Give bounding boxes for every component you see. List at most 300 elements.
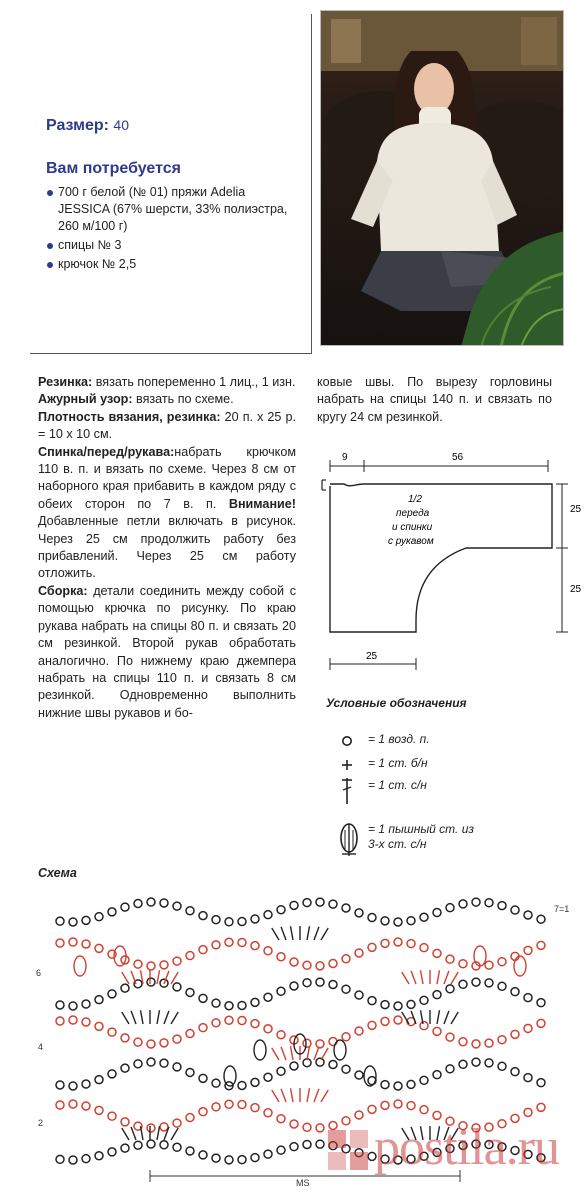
double-crochet-mark bbox=[157, 970, 160, 984]
double-crochet-mark bbox=[321, 1090, 328, 1102]
chain-stitch-mark bbox=[368, 997, 376, 1005]
chain-stitch-mark bbox=[511, 988, 519, 996]
dim-top-right: 56 bbox=[452, 452, 464, 463]
chain-stitch-mark bbox=[212, 1079, 220, 1087]
chain-stitch-mark bbox=[147, 978, 155, 986]
rib-paragraph bbox=[38, 374, 296, 391]
chain-stitch-mark bbox=[498, 982, 506, 990]
chain-stitch-mark bbox=[342, 904, 350, 912]
chain-stitch-mark bbox=[329, 900, 337, 908]
puff-stitch-mark bbox=[364, 1066, 376, 1086]
chain-stitch-mark bbox=[69, 1100, 77, 1108]
chain-stitch-mark bbox=[56, 917, 64, 925]
chain-stitch-mark bbox=[56, 1155, 64, 1163]
chain-stitch-mark bbox=[537, 1019, 545, 1027]
chain-stitch-mark bbox=[342, 985, 350, 993]
size-value: 40 bbox=[113, 117, 129, 133]
chain-stitch-mark bbox=[446, 904, 454, 912]
chain-stitch-mark bbox=[537, 915, 545, 923]
chain-stitch-mark bbox=[355, 991, 363, 999]
chain-stitch-mark bbox=[186, 952, 194, 960]
chain-stitch-mark bbox=[407, 917, 415, 925]
chain-stitch-mark bbox=[277, 1146, 285, 1154]
chain-stitch-mark bbox=[316, 898, 324, 906]
double-crochet-mark bbox=[307, 1046, 310, 1060]
legend-text: = 1 ст. с/н bbox=[368, 778, 427, 792]
gauge-paragraph bbox=[38, 409, 296, 444]
scheme-row-label: 2 bbox=[38, 1118, 44, 1128]
chain-stitch-mark bbox=[108, 908, 116, 916]
chain-stitch-mark bbox=[407, 1102, 415, 1110]
chain-stitch-mark bbox=[238, 939, 246, 947]
chain-stitch-mark bbox=[537, 999, 545, 1007]
chain-stitch-mark bbox=[381, 1081, 389, 1089]
double-crochet-mark bbox=[131, 971, 136, 984]
piece-label-line: с рукавом bbox=[388, 536, 434, 547]
materials-title: Вам потребуется bbox=[46, 160, 181, 177]
chain-stitch-mark bbox=[329, 1061, 337, 1069]
chain-stitch-mark bbox=[537, 1103, 545, 1111]
chain-stitch-mark bbox=[316, 1058, 324, 1066]
double-crochet-mark bbox=[131, 1011, 136, 1024]
chain-stitch-mark bbox=[251, 1078, 259, 1086]
instructions-left bbox=[38, 374, 296, 722]
chain-stitch-mark bbox=[394, 1082, 402, 1090]
chain-stitch-mark bbox=[238, 1101, 246, 1109]
chain-stitch-mark bbox=[238, 1156, 246, 1164]
chain-stitch-mark bbox=[433, 909, 441, 917]
body-text-1: набрать крючком 110 в. п. и вязать по схеме. Через 8 см от наборного края прибавить в каждом ряду с обеих сторон по 7 в. п. bbox=[38, 444, 296, 511]
double-crochet-mark bbox=[272, 1090, 279, 1102]
chain-stitch-mark bbox=[277, 1067, 285, 1075]
chain-stitch-mark bbox=[95, 1152, 103, 1160]
chain-stitch-mark bbox=[264, 1025, 272, 1033]
chain-stitch-mark bbox=[524, 946, 532, 954]
chain-stitch-mark bbox=[238, 1017, 246, 1025]
chain-stitch-mark bbox=[82, 1000, 90, 1008]
chain-stitch-mark bbox=[420, 1076, 428, 1084]
chain-stitch-mark bbox=[407, 1080, 415, 1088]
double-crochet-mark bbox=[281, 927, 286, 940]
gauge-text: 20 п. х 25 р. = 10 х 10 см. bbox=[38, 409, 296, 442]
chain-stitch-mark bbox=[459, 960, 467, 968]
chain-stitch-mark bbox=[472, 1058, 480, 1066]
chain-stitch-mark bbox=[199, 946, 207, 954]
puff-stitch-mark bbox=[514, 956, 526, 976]
piece-label-line: и спинки bbox=[392, 522, 433, 533]
chain-stitch-mark bbox=[394, 1002, 402, 1010]
instructions-right: ковые швы. По вырезу горловины набрать на спицы 140 п. и связать по кругу 24 см резинкой. bbox=[317, 375, 552, 424]
chain-stitch-mark bbox=[56, 1101, 64, 1109]
chain-stitch-mark bbox=[56, 1081, 64, 1089]
double-crochet-mark bbox=[140, 1010, 143, 1024]
chain-stitch-mark bbox=[264, 1150, 272, 1158]
chain-stitch-mark bbox=[108, 1028, 116, 1036]
materials-list bbox=[46, 184, 296, 275]
chain-stitch-mark bbox=[56, 1017, 64, 1025]
chain-stitch-mark bbox=[498, 1062, 506, 1070]
chain-stitch-mark bbox=[264, 947, 272, 955]
chain-stitch-mark bbox=[121, 1034, 129, 1042]
chain-stitch-mark bbox=[160, 961, 168, 969]
chain-stitch-mark bbox=[342, 1065, 350, 1073]
assembly-label: Сборка: bbox=[38, 583, 88, 598]
chain-stitch-mark bbox=[147, 1040, 155, 1048]
chain-stitch-mark bbox=[485, 961, 493, 969]
chain-stitch-mark bbox=[199, 1074, 207, 1082]
chain-stitch-mark bbox=[186, 1068, 194, 1076]
chain-stitch-mark bbox=[394, 938, 402, 946]
chain-stitch-mark bbox=[251, 942, 259, 950]
puff-stitch-mark bbox=[474, 946, 486, 966]
chain-stitch-mark bbox=[95, 1022, 103, 1030]
chain-stitch-mark bbox=[498, 1036, 506, 1044]
model-photo-illustration bbox=[321, 11, 564, 346]
dim-bottom: 25 bbox=[366, 651, 378, 662]
chain-stitch-mark bbox=[199, 1151, 207, 1159]
chain-stitch-mark bbox=[342, 955, 350, 963]
scheme-row-label: 4 bbox=[38, 1042, 44, 1052]
chain-stitch-mark bbox=[485, 899, 493, 907]
chain-stitch-mark bbox=[459, 1038, 467, 1046]
double-crochet-mark bbox=[451, 972, 458, 984]
chain-stitch-mark bbox=[108, 1070, 116, 1078]
chain-stitch-mark bbox=[485, 979, 493, 987]
chain-stitch-mark bbox=[446, 955, 454, 963]
double-crochet-mark bbox=[314, 1089, 319, 1102]
chain-stitch-mark bbox=[82, 1018, 90, 1026]
chain-stitch-mark bbox=[82, 1080, 90, 1088]
chain-stitch-mark bbox=[303, 899, 311, 907]
chain-stitch-mark bbox=[381, 917, 389, 925]
chain-stitch-mark bbox=[56, 939, 64, 947]
rib-text: вязать попеременно 1 лиц., 1 изн. bbox=[92, 375, 296, 389]
chain-stitch-mark bbox=[290, 1120, 298, 1128]
double-crochet-mark bbox=[444, 971, 449, 984]
puff-stitch-mark bbox=[74, 956, 86, 976]
chain-stitch-mark bbox=[238, 918, 246, 926]
chain-stitch-mark bbox=[134, 1060, 142, 1068]
chain-stitch-mark bbox=[186, 1114, 194, 1122]
chain-stitch-mark bbox=[199, 1108, 207, 1116]
puff-stitch-mark bbox=[254, 1040, 266, 1060]
chain-stitch-mark bbox=[251, 1154, 259, 1162]
legend-text: = 1 возд. п. bbox=[368, 732, 430, 746]
double-crochet-mark bbox=[307, 926, 310, 940]
double-crochet-mark bbox=[171, 1012, 178, 1024]
chain-stitch-mark bbox=[147, 962, 155, 970]
puff-stitch-mark bbox=[334, 1040, 346, 1060]
double-crochet-mark bbox=[420, 970, 423, 984]
chain-stitch-mark bbox=[485, 1039, 493, 1047]
lace-text: вязать по схеме. bbox=[132, 392, 234, 407]
double-crochet-mark bbox=[272, 1048, 279, 1060]
chain-stitch-mark bbox=[303, 961, 311, 969]
chain-stitch-mark bbox=[95, 1076, 103, 1084]
chain-stitch-mark bbox=[303, 1140, 311, 1148]
chain-stitch-mark bbox=[69, 938, 77, 946]
chain-stitch-mark bbox=[212, 1154, 220, 1162]
chain-stitch-mark bbox=[381, 939, 389, 947]
chain-stitch-mark bbox=[69, 1156, 77, 1164]
chain-stitch-mark bbox=[173, 983, 181, 991]
legend-text: = 1 пышный ст. из 3-х ст. с/н bbox=[368, 822, 474, 851]
rib-label: Резинка: bbox=[38, 375, 93, 389]
chain-stitch-mark bbox=[381, 1017, 389, 1025]
chain-stitch-mark bbox=[69, 1082, 77, 1090]
chain-stitch-mark bbox=[537, 941, 545, 949]
chain-stitch-mark bbox=[173, 1143, 181, 1151]
dim-right-lower: 25 bbox=[570, 584, 582, 595]
double-crochet-mark bbox=[171, 1128, 178, 1140]
chain-stitch-mark bbox=[264, 1073, 272, 1081]
chain-stitch-mark bbox=[121, 1144, 129, 1152]
watermark bbox=[322, 1112, 586, 1198]
chain-stitch-mark bbox=[290, 1062, 298, 1070]
chain-stitch-mark bbox=[303, 1123, 311, 1131]
chain-stitch-mark bbox=[82, 1155, 90, 1163]
chain-stitch-mark bbox=[433, 949, 441, 957]
chain-stitch-mark bbox=[407, 1000, 415, 1008]
chain-stitch-mark bbox=[316, 962, 324, 970]
chain-stitch-mark bbox=[277, 1115, 285, 1123]
chain-stitch-mark bbox=[225, 938, 233, 946]
chain-stitch-mark bbox=[485, 1059, 493, 1067]
chain-stitch-mark bbox=[225, 1016, 233, 1024]
chain-stitch-mark bbox=[368, 943, 376, 951]
chain-stitch-mark bbox=[459, 900, 467, 908]
chain-stitch-mark bbox=[342, 1033, 350, 1041]
dim-right-upper: 25 bbox=[570, 504, 582, 515]
chain-stitch-mark bbox=[277, 953, 285, 961]
chain-stitch-mark bbox=[160, 1059, 168, 1067]
chain-stitch-mark bbox=[459, 1060, 467, 1068]
chain-stitch-mark bbox=[290, 982, 298, 990]
chain-stitch-mark bbox=[329, 981, 337, 989]
chain-stitch-mark bbox=[69, 1002, 77, 1010]
chain-circle-icon bbox=[336, 730, 358, 752]
piece-label-line: переда bbox=[396, 508, 430, 519]
chain-stitch-mark bbox=[186, 907, 194, 915]
double-crochet-mark bbox=[451, 1012, 458, 1024]
assembly-text: детали соединить между собой с помощью крючка по рисунку. По краю рукава набрать на спицы 80 п. и связать 20 см резинкой. Второй рукав обработать аналогично. По нижнему краю джемпера набрать на спицы 110 п. и связать 8 см резинкой. Одновременно выполнить нижние швы рукавов и бо- bbox=[38, 583, 296, 720]
chain-stitch-mark bbox=[472, 978, 480, 986]
legend-text: = 1 ст. б/н bbox=[368, 756, 428, 770]
chain-stitch-mark bbox=[212, 941, 220, 949]
chain-stitch-mark bbox=[238, 1001, 246, 1009]
double-crochet-mark bbox=[411, 971, 416, 984]
double-crochet-mark bbox=[314, 927, 319, 940]
scheme-row-label: 6 bbox=[36, 968, 42, 978]
chain-stitch-mark bbox=[433, 991, 441, 999]
chain-stitch-mark bbox=[459, 980, 467, 988]
double-crochet-mark bbox=[321, 928, 328, 940]
chain-stitch-mark bbox=[277, 987, 285, 995]
chain-stitch-mark bbox=[82, 1102, 90, 1110]
chain-stitch-mark bbox=[355, 1027, 363, 1035]
double-crochet-mark bbox=[290, 926, 293, 940]
chain-stitch-mark bbox=[160, 899, 168, 907]
double-crochet-mark bbox=[437, 970, 440, 984]
double-crochet-mark bbox=[290, 1046, 293, 1060]
chain-stitch-mark bbox=[186, 1147, 194, 1155]
chain-stitch-mark bbox=[134, 1038, 142, 1046]
chain-stitch-mark bbox=[212, 999, 220, 1007]
chain-stitch-mark bbox=[264, 1109, 272, 1117]
chain-stitch-mark bbox=[147, 898, 155, 906]
chain-stitch-mark bbox=[420, 913, 428, 921]
chain-stitch-mark bbox=[329, 959, 337, 967]
chain-stitch-mark bbox=[134, 960, 142, 968]
chain-stitch-mark bbox=[394, 1100, 402, 1108]
puff-stitch-mark bbox=[224, 1066, 236, 1086]
chain-stitch-mark bbox=[199, 994, 207, 1002]
chain-stitch-mark bbox=[446, 1033, 454, 1041]
double-crochet-mark bbox=[122, 1012, 129, 1024]
watermark-text: postila.ru bbox=[374, 1119, 559, 1176]
double-crochet-mark bbox=[307, 1088, 310, 1102]
assembly-paragraph bbox=[38, 583, 296, 722]
chain-stitch-mark bbox=[147, 1124, 155, 1132]
materials-item: спицы № 3 bbox=[46, 237, 296, 254]
body-label: Спинка/перед/рукава: bbox=[38, 444, 175, 459]
lace-label: Ажурный узор: bbox=[38, 392, 133, 407]
chain-stitch-mark bbox=[303, 979, 311, 987]
watermark-logo-icon bbox=[324, 1126, 372, 1174]
chain-stitch-mark bbox=[160, 1123, 168, 1131]
chain-stitch-mark bbox=[147, 1140, 155, 1148]
chain-stitch-mark bbox=[134, 900, 142, 908]
chain-stitch-mark bbox=[446, 1065, 454, 1073]
chain-stitch-mark bbox=[524, 1024, 532, 1032]
materials-item: крючок № 2,5 bbox=[46, 256, 296, 273]
puff-stitch-icon bbox=[336, 820, 362, 860]
legend-title: Условные обозначения bbox=[326, 696, 467, 710]
chain-stitch-mark bbox=[537, 1079, 545, 1087]
chain-stitch-mark bbox=[355, 949, 363, 957]
chain-stitch-mark bbox=[511, 1030, 519, 1038]
chain-stitch-mark bbox=[121, 1118, 129, 1126]
chain-stitch-mark bbox=[277, 1031, 285, 1039]
chain-stitch-mark bbox=[82, 916, 90, 924]
chain-stitch-mark bbox=[160, 1039, 168, 1047]
chain-stitch-mark bbox=[251, 1104, 259, 1112]
chain-stitch-mark bbox=[134, 1141, 142, 1149]
double-crochet-mark bbox=[164, 1127, 169, 1140]
chain-stitch-mark bbox=[316, 1040, 324, 1048]
chain-stitch-mark bbox=[199, 1024, 207, 1032]
double-crochet-mark bbox=[437, 1010, 440, 1024]
chain-stitch-mark bbox=[472, 1040, 480, 1048]
chain-stitch-mark bbox=[290, 1143, 298, 1151]
model-photo bbox=[320, 10, 564, 346]
chain-stitch-mark bbox=[121, 903, 129, 911]
double-crochet-mark bbox=[157, 1126, 160, 1140]
chain-stitch-mark bbox=[524, 1074, 532, 1082]
chain-stitch-mark bbox=[394, 918, 402, 926]
double-crochet-mark bbox=[122, 1128, 129, 1140]
double-crochet-mark bbox=[402, 972, 409, 984]
chain-stitch-mark bbox=[95, 996, 103, 1004]
chain-stitch-mark bbox=[186, 1030, 194, 1038]
chain-stitch-mark bbox=[108, 990, 116, 998]
double-crochet-mark bbox=[122, 972, 129, 984]
chain-stitch-mark bbox=[69, 918, 77, 926]
double-crochet-mark bbox=[157, 1010, 160, 1024]
chain-stitch-mark bbox=[212, 916, 220, 924]
body-paragraph bbox=[38, 444, 296, 583]
scheme-row-label-top: 7=1 bbox=[554, 904, 570, 914]
chain-stitch-mark bbox=[316, 978, 324, 986]
scheme-title: Схема bbox=[38, 866, 77, 880]
chain-stitch-mark bbox=[225, 1100, 233, 1108]
chain-stitch-mark bbox=[212, 1103, 220, 1111]
chain-stitch-mark bbox=[420, 1022, 428, 1030]
chain-stitch-mark bbox=[108, 1148, 116, 1156]
piece-label-line: 1/2 bbox=[408, 494, 422, 505]
pattern-diagram bbox=[316, 450, 586, 680]
double-crochet-mark bbox=[164, 1011, 169, 1024]
double-crochet-mark bbox=[321, 1048, 328, 1060]
chain-stitch-mark bbox=[524, 994, 532, 1002]
chain-stitch-mark bbox=[95, 1106, 103, 1114]
chain-stitch-mark bbox=[433, 1027, 441, 1035]
chain-stitch-mark bbox=[498, 958, 506, 966]
pattern-diagram-svg bbox=[316, 450, 586, 680]
chain-stitch-mark bbox=[173, 1035, 181, 1043]
repeat-label: MS bbox=[296, 1178, 310, 1188]
chain-stitch-mark bbox=[290, 901, 298, 909]
chain-stitch-mark bbox=[420, 996, 428, 1004]
chain-stitch-mark bbox=[420, 944, 428, 952]
plus-icon bbox=[336, 754, 358, 776]
chain-stitch-mark bbox=[381, 1101, 389, 1109]
double-crochet-mark bbox=[444, 1011, 449, 1024]
chain-stitch-mark bbox=[472, 898, 480, 906]
chain-stitch-mark bbox=[173, 1119, 181, 1127]
chain-stitch-mark bbox=[121, 984, 129, 992]
cross-stitch-icon bbox=[336, 776, 358, 806]
chain-stitch-mark bbox=[394, 1016, 402, 1024]
dim-top-left: 9 bbox=[342, 452, 348, 463]
chain-stitch-mark bbox=[277, 906, 285, 914]
gauge-label: Плотность вязания, резинка: bbox=[38, 409, 221, 424]
chain-stitch-mark bbox=[355, 1071, 363, 1079]
size-label: Размер: bbox=[46, 117, 109, 134]
chain-stitch-mark bbox=[147, 1058, 155, 1066]
chain-stitch-mark bbox=[446, 985, 454, 993]
size-line bbox=[46, 117, 129, 135]
double-crochet-mark bbox=[290, 1088, 293, 1102]
chain-stitch-mark bbox=[498, 902, 506, 910]
info-box bbox=[30, 14, 312, 354]
chain-stitch-mark bbox=[225, 1002, 233, 1010]
chain-stitch-mark bbox=[524, 911, 532, 919]
lace-paragraph bbox=[38, 391, 296, 408]
chain-stitch-mark bbox=[368, 914, 376, 922]
chain-stitch-mark bbox=[264, 911, 272, 919]
chain-stitch-mark bbox=[95, 913, 103, 921]
chain-stitch-mark bbox=[251, 998, 259, 1006]
chain-stitch-mark bbox=[368, 1021, 376, 1029]
chain-stitch-mark bbox=[199, 912, 207, 920]
chain-stitch-mark bbox=[511, 906, 519, 914]
materials-item: 700 г белой (№ 01) пряжи Adelia JESSICA (67% шерсти, 33% полиэстра, 260 м/100 г) bbox=[46, 184, 296, 235]
attention-label: Внимание! bbox=[228, 496, 296, 511]
chain-stitch-mark bbox=[69, 1016, 77, 1024]
chain-stitch-mark bbox=[173, 957, 181, 965]
chain-stitch-mark bbox=[82, 940, 90, 948]
